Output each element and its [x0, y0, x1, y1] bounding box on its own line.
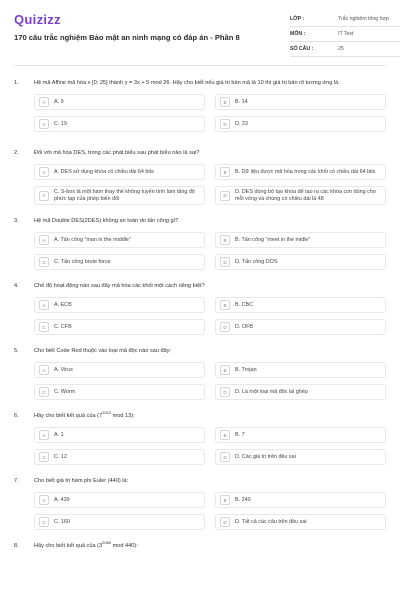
question-item — [14, 477, 386, 530]
option-letter-box: B — [220, 97, 230, 107]
option-text: A. 439 — [54, 496, 70, 503]
option-text: B. CBC — [235, 301, 253, 308]
question-text: Hệ mã Double DES(2DES) không an toàn do tấn công gì? — [34, 218, 179, 225]
quizizz-logo: Quizizz — [14, 12, 61, 27]
option-text: B. Trojan — [235, 366, 257, 373]
option-text: C. CFB — [54, 323, 72, 330]
question-text-suffix: mod 440): — [111, 543, 138, 550]
question-item — [14, 217, 386, 270]
option-letter-box: B — [220, 430, 230, 440]
answer-option[interactable] — [34, 186, 205, 205]
option-text: B. 14 — [235, 98, 248, 105]
option-text: D. Là một loại mã độc lai ghép — [235, 388, 308, 395]
option-text: B. Tấn công "meet in the midle" — [235, 236, 311, 243]
question-number: 7. — [14, 478, 19, 485]
question-text-prefix: Hãy cho biết kết quả của (7 — [34, 413, 103, 420]
option-letter-box: B — [220, 300, 230, 310]
question-header — [14, 149, 386, 157]
option-letter-box: D — [220, 387, 230, 397]
question-text: Hệ mã Affine mã hóa x [0; 25] thành y = 3x + 5 mod 26. Hãy cho biết nếu giá trị bản mã là 10 thì giá trị bản rõ tương ứng là: — [34, 80, 340, 86]
question-header — [14, 217, 386, 225]
answer-option[interactable] — [215, 232, 386, 248]
option-letter-box: C — [39, 452, 49, 462]
question-number: 3. — [14, 218, 19, 225]
question-text — [34, 412, 386, 420]
question-item — [14, 412, 386, 465]
meta-row-class — [290, 12, 400, 27]
option-letter-box: C — [39, 257, 49, 267]
option-letter-box: C — [39, 322, 49, 332]
answer-option[interactable] — [215, 116, 386, 132]
option-letter-box: B — [220, 167, 230, 177]
question-text-suffix: mod 13): — [111, 413, 135, 420]
question-number: 2. — [14, 150, 19, 156]
answer-option[interactable] — [215, 492, 386, 508]
question-text: Cho biết giá trị hàm phi Euler (440) là: — [34, 478, 129, 485]
answer-option[interactable] — [34, 492, 205, 508]
answer-option[interactable] — [34, 384, 205, 400]
answer-option[interactable] — [34, 297, 205, 313]
answer-option[interactable] — [215, 94, 386, 110]
option-letter-box: D — [220, 119, 230, 129]
option-text: D. Các giá trị trên đều sai — [235, 453, 296, 460]
question-header — [14, 347, 386, 355]
option-text: D. 23 — [235, 120, 248, 127]
meta-key: MÔN : — [290, 31, 306, 37]
option-letter-box: A — [39, 430, 49, 440]
answer-options — [14, 232, 386, 270]
option-letter-box: B — [220, 365, 230, 375]
answer-option[interactable] — [215, 384, 386, 400]
question-item — [14, 347, 386, 400]
option-text: A. DES sử dụng khóa có chiều dài 64 bits — [54, 168, 154, 175]
option-text: D. OFB — [235, 323, 253, 330]
option-letter-box: D — [220, 257, 230, 267]
answer-option[interactable] — [34, 427, 205, 443]
question-list — [14, 79, 386, 550]
answer-option[interactable] — [34, 232, 205, 248]
answer-options — [14, 94, 386, 132]
answer-option[interactable] — [34, 319, 205, 335]
option-text: C. 19 — [54, 120, 67, 127]
answer-option[interactable] — [215, 297, 386, 313]
question-header — [14, 412, 386, 420]
option-letter-box: C — [39, 387, 49, 397]
answer-option[interactable] — [34, 514, 205, 530]
meta-value: Trắc nghiệm tổng hợp — [338, 16, 389, 22]
answer-options — [14, 427, 386, 465]
option-letter-box: C — [39, 517, 49, 527]
answer-options — [14, 492, 386, 530]
meta-value: IT Test — [338, 31, 354, 37]
answer-option[interactable] — [34, 94, 205, 110]
question-header — [14, 477, 386, 485]
answer-options — [14, 164, 386, 205]
question-number: 5. — [14, 348, 19, 355]
option-letter-box: A — [39, 97, 49, 107]
option-text: C. 160 — [54, 518, 70, 525]
answer-option[interactable] — [34, 362, 205, 378]
option-text: C. S-box là một hàm thay thế không tuyến tính làm tăng độ phức tạp của phép biến đổi — [54, 189, 195, 202]
option-text: C. Worm — [54, 388, 76, 395]
option-letter-box: D — [220, 191, 230, 201]
option-text: D. DES dùng bộ tạo khóa để tạo ra các khóa con dùng cho mỗi vòng và chúng có chiều dài là 48 — [235, 189, 376, 202]
question-text: Đối với mã hóa DES, trong các phát biểu sau phát biểu nào là sai? — [34, 150, 200, 156]
worksheet-header — [14, 0, 389, 66]
answer-option[interactable] — [215, 514, 386, 530]
option-text: A. ECB — [54, 301, 72, 308]
meta-row-count — [290, 42, 400, 57]
question-number: 1. — [14, 80, 19, 86]
option-text: B. 240 — [235, 496, 251, 503]
question-header — [14, 79, 386, 87]
option-letter-box: C — [39, 119, 49, 129]
answer-options — [14, 362, 386, 400]
question-item — [14, 149, 386, 205]
option-text: A. 1 — [54, 431, 64, 438]
option-letter-box: A — [39, 365, 49, 375]
option-letter-box: A — [39, 300, 49, 310]
option-letter-box: D — [220, 517, 230, 527]
option-text: D. Tất cả các câu trên đều sai — [235, 518, 307, 525]
option-letter-box: A — [39, 167, 49, 177]
question-text-prefix: Hãy cho biết kết quả của (3 — [34, 543, 103, 550]
option-letter-box: A — [39, 235, 49, 245]
question-exponent: 2010 — [102, 410, 112, 416]
question-item — [14, 282, 386, 335]
question-item — [14, 79, 386, 132]
question-header — [14, 542, 386, 550]
option-text: A. 9 — [54, 98, 64, 105]
option-text: C. Tấn công brute force — [54, 258, 111, 265]
option-text: B. Dữ liệu được mã hóa trong các khối có chiều dài 64 bits — [235, 168, 376, 175]
option-letter-box: B — [220, 235, 230, 245]
document-title: 170 câu trắc nghiệm Bảo mật an ninh mạng có đáp án - Phần 8 — [14, 33, 240, 42]
answer-option[interactable] — [215, 449, 386, 465]
option-letter-box: A — [39, 495, 49, 505]
answer-option[interactable] — [215, 362, 386, 378]
option-letter-box: C — [39, 191, 49, 201]
answer-option[interactable] — [34, 254, 205, 270]
answer-option[interactable] — [215, 427, 386, 443]
question-number: 4. — [14, 283, 19, 290]
option-text: A. Virus — [54, 366, 73, 373]
meta-value: 25 — [338, 46, 344, 52]
option-text: C. 12 — [54, 453, 67, 460]
option-letter-box: B — [220, 495, 230, 505]
question-number: 8. — [14, 543, 19, 550]
meta-table — [290, 12, 400, 57]
answer-option[interactable] — [34, 164, 205, 180]
answer-option[interactable] — [34, 449, 205, 465]
question-text: Cho biết Code Red thuộc vào loại mã độc nào sau đây: — [34, 348, 172, 355]
answer-option[interactable] — [215, 254, 386, 270]
question-item — [14, 542, 386, 550]
question-header — [14, 282, 386, 290]
question-number: 6. — [14, 413, 19, 420]
option-text: A. Tấn công "man in the middle" — [54, 236, 131, 243]
option-letter-box: D — [220, 452, 230, 462]
option-text: B. 7 — [235, 431, 245, 438]
answer-option[interactable] — [215, 186, 386, 205]
option-letter-box: D — [220, 322, 230, 332]
question-exponent: 2086 — [102, 540, 112, 546]
answer-options — [14, 297, 386, 335]
meta-key: LỚP : — [290, 16, 305, 22]
question-text: Chế độ hoạt động nào sau đây mã hóa các khối một cách riêng biệt? — [34, 283, 205, 290]
option-text: D. Tấn công DOS — [235, 258, 278, 265]
answer-option[interactable] — [34, 116, 205, 132]
answer-option[interactable] — [215, 319, 386, 335]
meta-row-subject — [290, 27, 400, 42]
answer-option[interactable] — [215, 164, 386, 180]
meta-key: SỐ CÂU : — [290, 46, 314, 52]
question-text — [34, 542, 386, 550]
